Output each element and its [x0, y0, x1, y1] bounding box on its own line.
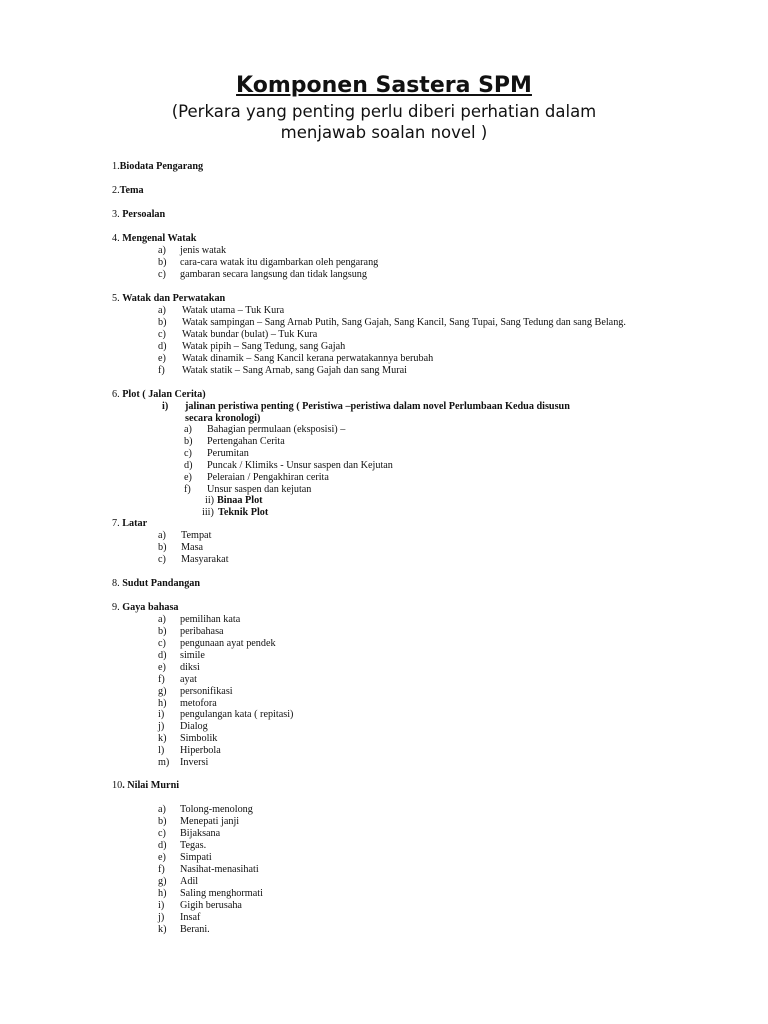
section-number: 4.	[112, 233, 120, 244]
list-marker: e)	[158, 662, 166, 673]
list-marker: g)	[158, 686, 167, 697]
list-marker: f)	[158, 365, 165, 376]
list-item: Puncak / Klimiks - Unsur saspen dan Kejutan	[207, 460, 393, 471]
section-label: Persoalan	[122, 209, 166, 220]
list-marker: j)	[158, 912, 165, 923]
list-marker: k)	[158, 924, 167, 935]
section-heading-biodata	[112, 161, 203, 173]
list-marker: c)	[158, 828, 166, 839]
list-item: secara kronologi)	[185, 413, 261, 424]
section-heading-nilai-murni	[112, 780, 179, 792]
list-marker: h)	[158, 698, 167, 709]
list-item: Nasihat-menasihati	[180, 864, 259, 875]
section-label: Gaya bahasa	[122, 602, 179, 613]
list-marker: d)	[158, 650, 167, 661]
list-marker: c)	[158, 269, 166, 280]
list-item: pengulangan kata ( repitasi)	[180, 709, 294, 720]
subtitle-line-2: menjawab soalan novel )	[280, 123, 488, 142]
list-item: gambaran secara langsung dan tidak langsung	[180, 269, 367, 280]
list-marker: a)	[158, 245, 166, 256]
list-item: Adil	[180, 876, 199, 887]
list-item: peribahasa	[180, 626, 224, 637]
list-item: Binaa Plot	[217, 495, 263, 506]
list-marker: f)	[158, 864, 165, 875]
section-label: Mengenal Watak	[122, 233, 197, 244]
list-marker: i)	[158, 900, 165, 911]
list-marker: c)	[158, 638, 166, 649]
list-item: Tegas.	[180, 840, 207, 851]
list-item: jenis watak	[180, 245, 227, 256]
list-marker: g)	[158, 876, 167, 887]
section-heading-tema	[112, 185, 144, 197]
list-item: Watak sampingan – Sang Arnab Putih, Sang Gajah, Sang Kancil, Sang Tupai, Sang Tedung dan sang Belang.	[182, 317, 626, 328]
list-marker: k)	[158, 733, 167, 744]
section-label: Watak dan Perwatakan	[122, 293, 226, 304]
list-marker: f)	[184, 484, 191, 495]
list-item: jalinan peristiwa penting ( Peristiwa –peristiwa dalam novel Perlumbaan Kedua disusun	[185, 401, 570, 412]
list-item: Tempat	[181, 530, 212, 541]
section-heading-sudut-pandangan	[112, 578, 200, 590]
list-marker: a)	[158, 614, 166, 625]
list-item: Saling menghormati	[180, 888, 263, 899]
list-marker: b)	[158, 816, 167, 827]
page-title: Komponen Sastera SPM	[236, 73, 532, 98]
list-item: Perumitan	[207, 448, 249, 459]
list-item: Watak bundar (bulat) – Tuk Kura	[182, 329, 318, 340]
list-marker: e)	[184, 472, 192, 483]
section-heading-gaya-bahasa	[112, 602, 179, 614]
list-item: Watak pipih – Sang Tedung, sang Gajah	[182, 341, 346, 352]
list-item: Peleraian / Pengakhiran cerita	[207, 472, 329, 483]
list-marker: b)	[184, 436, 193, 447]
section-label: Tema	[119, 185, 144, 196]
list-marker: f)	[158, 674, 165, 685]
list-item: Inversi	[180, 757, 209, 768]
section-label: . Nilai Murni	[122, 780, 180, 791]
list-marker: d)	[158, 840, 167, 851]
list-item: simile	[180, 650, 205, 661]
section-label: Sudut Pandangan	[122, 578, 201, 589]
list-item: Masa	[181, 542, 204, 553]
section-number: 3.	[112, 209, 120, 220]
section-heading-latar	[112, 518, 147, 530]
list-marker: ii)	[205, 495, 215, 506]
list-marker: c)	[158, 554, 166, 565]
list-marker: a)	[158, 804, 166, 815]
page-subtitle	[0, 101, 768, 143]
section-heading-watak-perwatakan	[112, 293, 225, 305]
section-label: Biodata Pengarang	[119, 161, 204, 172]
section-number: 6.	[112, 389, 120, 400]
list-item: Simpati	[180, 852, 212, 863]
list-marker: b)	[158, 317, 167, 328]
list-item: Unsur saspen dan kejutan	[207, 484, 312, 495]
list-marker: b)	[158, 257, 167, 268]
list-item: Watak dinamik – Sang Kancil kerana perwatakannya berubah	[182, 353, 434, 364]
list-item: Pertengahan Cerita	[207, 436, 285, 447]
section-number: 8.	[112, 578, 120, 589]
list-item: Berani.	[180, 924, 210, 935]
list-marker: m)	[158, 757, 170, 768]
subtitle-line-1: (Perkara yang penting perlu diberi perhatian dalam	[171, 102, 597, 121]
section-number: 1.	[112, 161, 120, 172]
list-marker: h)	[158, 888, 167, 899]
list-item: Teknik Plot	[218, 507, 269, 518]
list-item: Bijaksana	[180, 828, 221, 839]
list-marker: d)	[184, 460, 193, 471]
section-heading-persoalan	[112, 209, 165, 221]
list-item: Insaf	[180, 912, 201, 923]
section-number: 10	[112, 780, 123, 791]
list-item: diksi	[180, 662, 200, 673]
section-label: Latar	[122, 518, 148, 529]
list-marker: l)	[158, 745, 165, 756]
list-marker: c)	[158, 329, 166, 340]
list-item: pengunaan ayat pendek	[180, 638, 276, 649]
list-item: ayat	[180, 674, 197, 685]
list-item: metofora	[180, 698, 217, 709]
section-number: 9.	[112, 602, 120, 613]
list-marker: iii)	[202, 507, 214, 518]
list-marker: c)	[184, 448, 192, 459]
list-marker: e)	[158, 852, 166, 863]
list-item: pemilihan kata	[180, 614, 241, 625]
list-marker: i)	[162, 401, 169, 412]
list-marker: i)	[158, 709, 165, 720]
list-item: Hiperbola	[180, 745, 221, 756]
list-marker: e)	[158, 353, 166, 364]
list-item: Masyarakat	[181, 554, 229, 565]
list-item: Tolong-menolong	[180, 804, 253, 815]
list-marker: a)	[158, 305, 166, 316]
list-marker: a)	[158, 530, 166, 541]
section-number: 7.	[112, 518, 120, 529]
list-item: Dialog	[180, 721, 208, 732]
list-item: personifikasi	[180, 686, 233, 697]
section-label: Plot ( Jalan Cerita)	[122, 389, 206, 400]
list-marker: a)	[184, 424, 192, 435]
list-marker: b)	[158, 542, 167, 553]
list-item: Menepati janji	[180, 816, 240, 827]
list-marker: j)	[158, 721, 165, 732]
list-marker: d)	[158, 341, 167, 352]
list-item: Watak statik – Sang Arnab, sang Gajah dan sang Murai	[182, 365, 407, 376]
list-item: Watak utama – Tuk Kura	[182, 305, 285, 316]
section-number: 2.	[112, 185, 120, 196]
list-item: cara-cara watak itu digambarkan oleh pengarang	[180, 257, 379, 268]
list-item: Simbolik	[180, 733, 218, 744]
list-item: Bahagian permulaan (eksposisi) –	[207, 424, 346, 435]
list-marker: b)	[158, 626, 167, 637]
section-heading-mengenal-watak	[112, 233, 196, 245]
list-item: Gigih berusaha	[180, 900, 242, 911]
section-heading-plot	[112, 389, 206, 401]
section-number: 5.	[112, 293, 120, 304]
